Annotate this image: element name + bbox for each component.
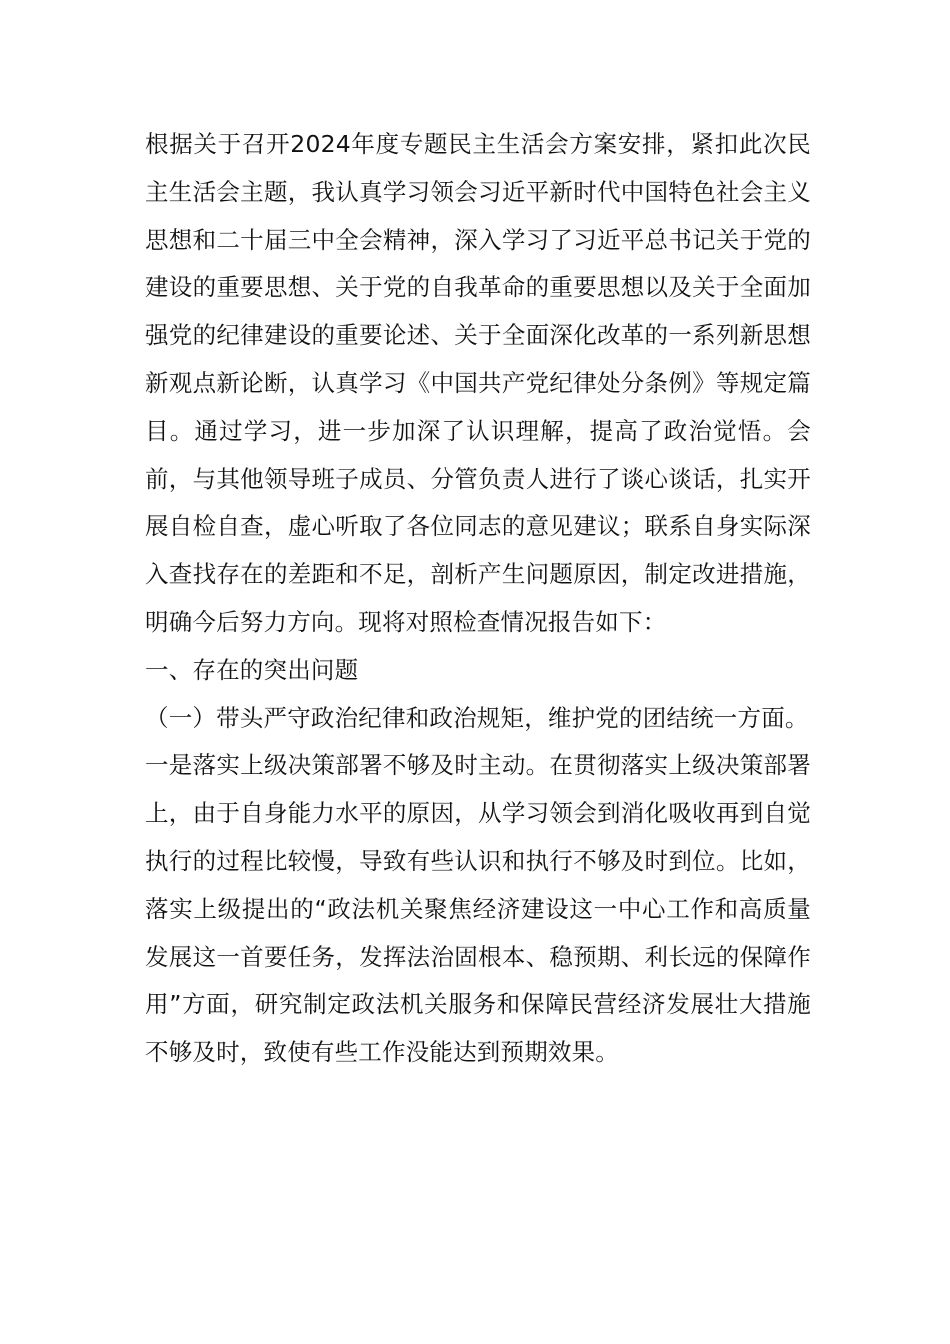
section-heading: 一、存在的突出问题 (145, 655, 359, 684)
intro-paragraph: 根据关于召开2024年度专题民主生活会方案安排，紧扣此次民主生活会主题，我认真学习领会习近平新时代中国特色社会主义思想和二十届三中全会精神，深入学习了习近平总书记关于党的建设的重要思想、关于党的自我革命的重要思想以及关于全面加强党的纪律建设的重要论述、关于全面深化改革的一系列新思想新观点新论断，认真学习《中国共产党纪律处分条例》等规定篇目。通过学习，进一步加深了认识理解，提高了政治觉悟。会前，与其他领导班子成员、分管负责人进行了谈心谈话，扎实开展自检自查，虚心听取了各位同志的意见建议；联系自身实际深入查找存在的差距和不足，剖析产生问题原因，制定改进措施，明确今后努力方向。现将对照检查情况报告如下： (145, 130, 811, 636)
subsection-heading: （一）带头严守政治纪律和政治规矩，维护党的团结统一方面。 (145, 703, 809, 732)
document-body (145, 121, 811, 1077)
body-paragraph: 一是落实上级决策部署不够及时主动。在贯彻落实上级决策部署上，由于自身能力水平的原因，从学习领会到消化吸收再到自觉执行的过程比较慢，导致有些认识和执行不够及时到位。比如，落实上级提出的“政法机关聚焦经济建设这一中心工作和高质量发展这一首要任务，发挥法治固根本、稳预期、利长远的保障作用”方面，研究制定政法机关服务和保障民营经济发展壮大措施不够及时，致使有些工作没能达到预期效果。 (145, 751, 811, 1067)
